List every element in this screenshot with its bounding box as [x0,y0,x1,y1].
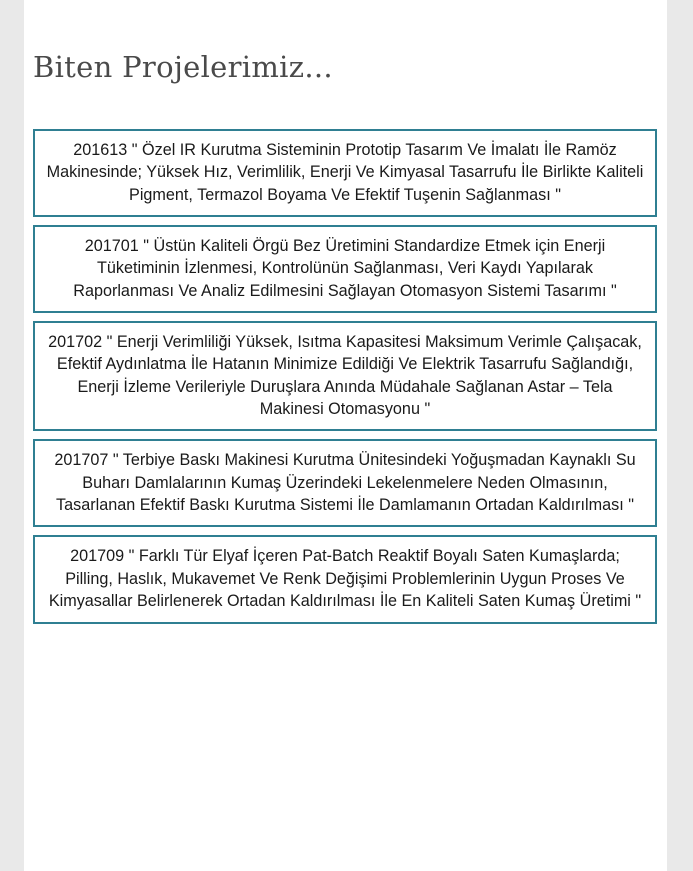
list-item: 201701 " Üstün Kaliteli Örgü Bez Üretimini Standardize Etmek için Enerji Tüketiminin İzlenmesi, Kontrolünün Sağlanması, Veri Kaydı Yapılarak Raporlanması Ve Analiz Edilmesini Sağlayan Otomasyon Sistemi Tasarımı " [33,225,657,313]
right-margin-band [667,0,693,871]
list-item: 201702 " Enerji Verimliliği Yüksek, Isıtma Kapasitesi Maksimum Verimle Çalışacak, Efektif Aydınlatma İle Hatanın Minimize Edildiği Ve Elektrik Tasarrufu Sağlandığı, Enerji İzleme Verileriyle Duruşlara Anında Müdahale Sağlanan Astar – Tela Makinesi Otomasyonu " [33,321,657,431]
list-item: 201709 " Farklı Tür Elyaf İçeren Pat-Batch Reaktif Boyalı Saten Kumaşlarda; Pilling, Haslık, Mukavemet Ve Renk Değişimi Problemlerinin Uygun Proses Ve Kimyasallar Belirlenerek Ortadan Kaldırılması İle En Kaliteli Saten Kumaş Üretimi " [33,535,657,623]
slide-content [24,0,667,871]
list-item: 201707 " Terbiye Baskı Makinesi Kurutma Ünitesindeki Yoğuşmadan Kaynaklı Su Buharı Damlalarının Kumaş Üzerindeki Lekelenmelere Neden Olmasının, Tasarlanan Efektif Baskı Kurutma Sistemi İle Damlamanın Ortadan Kaldırılması " [33,439,657,527]
list-item: 201613 " Özel IR Kurutma Sisteminin Prototip Tasarım Ve İmalatı İle Ramöz Makinesinde; Yüksek Hız, Verimlilik, Enerji Ve Kimyasal Tasarrufu İle Birlikte Kaliteli Pigment, Termazol Boyama Ve Efektif Tuşenin Sağlanması " [33,129,657,217]
project-list [24,129,667,624]
left-margin-band [0,0,24,871]
page-title: Biten Projelerimiz... [33,50,333,84]
